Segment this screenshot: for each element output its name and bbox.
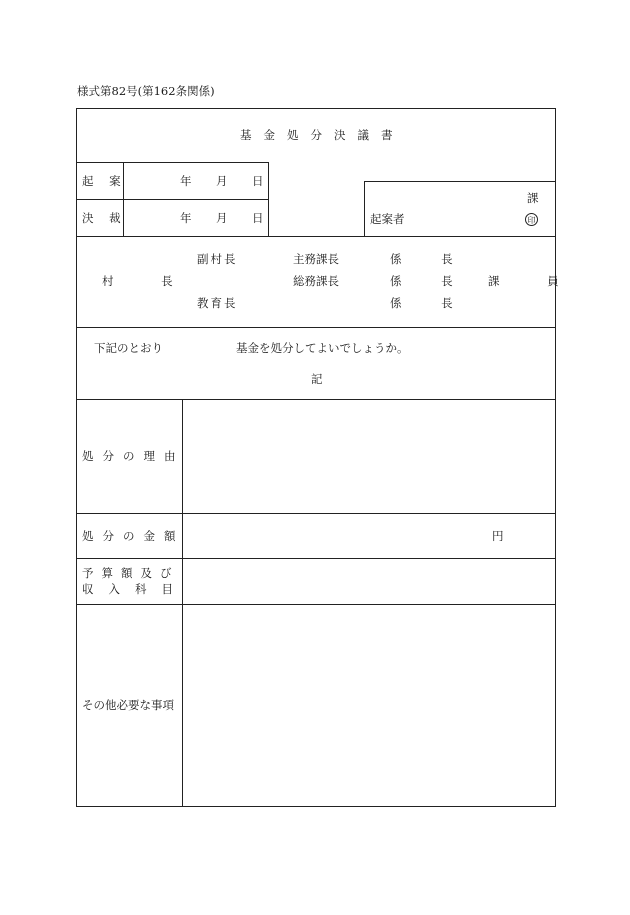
draft-month-label: 月	[216, 174, 228, 188]
decision-month-label: 月	[216, 211, 228, 225]
seal-mark: 印	[525, 213, 538, 226]
rule-under-statement	[76, 399, 556, 400]
drafter-label: 起案者	[370, 212, 405, 226]
approval-subsection-chief-2: 係 長	[390, 274, 471, 288]
document-title: 基金処分決議書	[240, 128, 405, 142]
amount-label: 処分の金額	[82, 529, 185, 543]
rule-between-dates	[76, 199, 268, 200]
statement-prefix: 下記のとおり	[94, 341, 163, 355]
draft-date-label: 起 案	[82, 174, 127, 188]
form-number: 様式第82号(第162条関係)	[77, 84, 215, 98]
statement-ki: 記	[311, 372, 323, 386]
statement-body: 基金を処分してよいでしょうか。	[236, 341, 409, 355]
approval-subsection-chief-1: 係 長	[390, 252, 471, 266]
rule-under-reason	[76, 513, 556, 514]
rule-date-right	[268, 162, 269, 236]
approval-mayor: 村 長	[102, 274, 195, 288]
approval-subsection-chief-3: 係 長	[390, 296, 471, 310]
approval-superintendent: 教育長	[197, 296, 238, 310]
rule-under-budget	[76, 604, 556, 605]
budget-label-line1: 予算額及び	[82, 566, 180, 580]
decision-year-label: 年	[180, 211, 192, 225]
rule-under-approvals	[76, 327, 556, 328]
rule-drafter-left	[364, 181, 365, 236]
approval-staff: 課 員	[488, 274, 581, 288]
approval-general-affairs-head: 総務課長	[293, 274, 339, 288]
other-label: その他必要な事項	[82, 698, 174, 712]
drafter-section-suffix: 課	[527, 191, 539, 205]
rule-under-amount	[76, 558, 556, 559]
reason-label: 処分の理由	[82, 449, 185, 463]
decision-date-label: 決 裁	[82, 211, 127, 225]
rule-under-title	[76, 162, 268, 163]
amount-unit: 円	[492, 529, 504, 543]
budget-label-line2: 収入科目	[82, 582, 188, 596]
rule-drafter-top	[364, 181, 556, 182]
draft-year-label: 年	[180, 174, 192, 188]
approval-chief-section-head: 主務課長	[293, 252, 339, 266]
decision-day-label: 日	[252, 211, 264, 225]
draft-day-label: 日	[252, 174, 264, 188]
approval-deputy-mayor: 副村長	[197, 252, 238, 266]
rule-under-header	[76, 236, 556, 237]
